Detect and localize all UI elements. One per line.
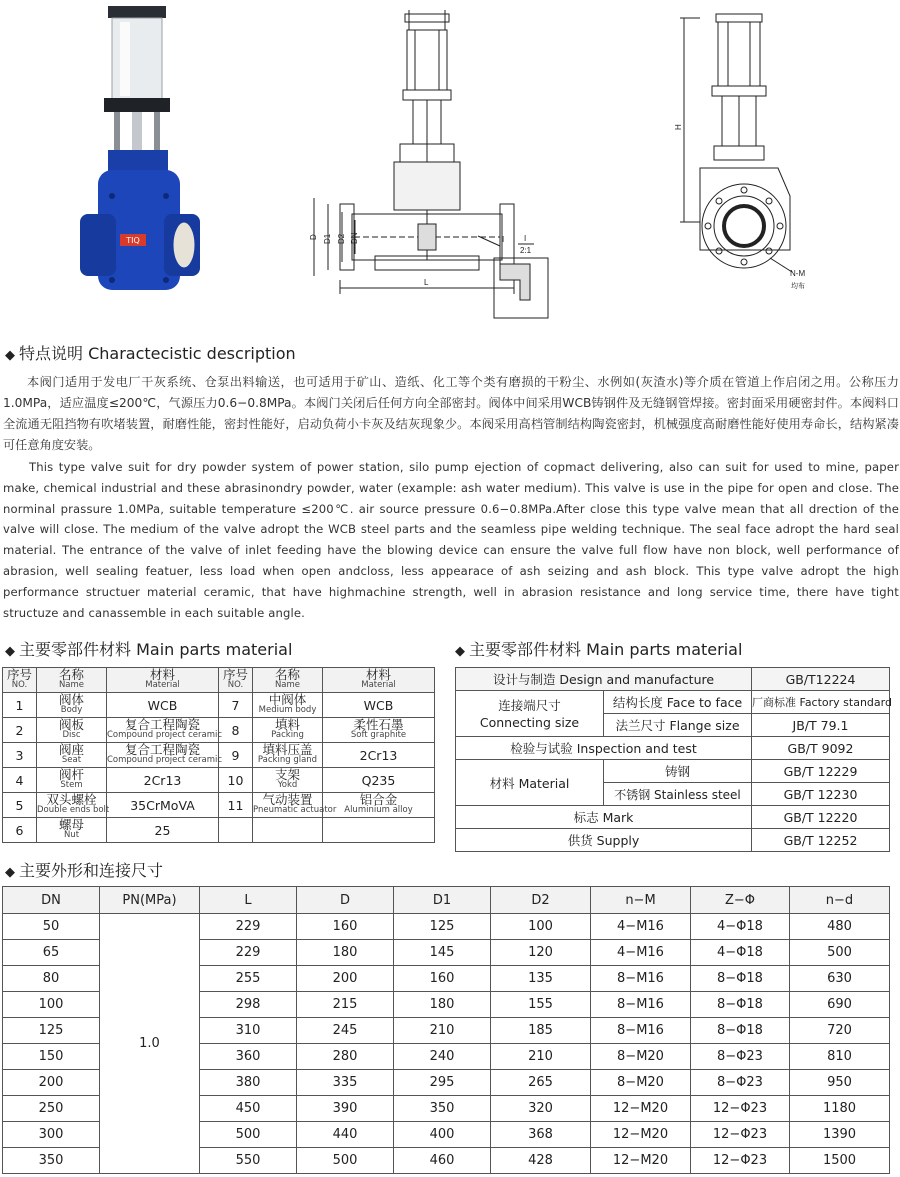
dims-cell: 8−Φ18 — [691, 992, 790, 1018]
dims-cell: 400 — [394, 1122, 491, 1148]
dims-cell: 180 — [297, 940, 394, 966]
parts-material-2 — [323, 818, 435, 843]
parts-no: 4 — [3, 768, 37, 793]
features-heading: ◆ 特点说明 Charactecistic description — [5, 344, 296, 363]
header-no: 序号 NO. — [3, 668, 37, 693]
dims-header-cell: n−d — [790, 887, 890, 914]
dims-cell: 8−Φ18 — [691, 1018, 790, 1044]
dims-cell: 1390 — [790, 1122, 890, 1148]
dims-cell: 210 — [491, 1044, 591, 1070]
dims-cell: 8−M20 — [591, 1044, 691, 1070]
dims-cell: 12−Φ23 — [691, 1148, 790, 1174]
dims-cell: 210 — [394, 1018, 491, 1044]
dims-cell: 8−Φ23 — [691, 1070, 790, 1096]
parts-material: 复合工程陶瓷 Compound project ceramic — [107, 718, 219, 743]
parts-material: 35CrMoVA — [107, 793, 219, 818]
dims-cell: 720 — [790, 1018, 890, 1044]
parts-no: 6 — [3, 818, 37, 843]
dims-cell: 145 — [394, 940, 491, 966]
inspection-label: 检验与试验 Inspection and test — [456, 737, 752, 760]
dims-cell: 810 — [790, 1044, 890, 1070]
parts-no: 1 — [3, 693, 37, 718]
dims-cell: 125 — [394, 914, 491, 940]
dims-cell: 500 — [200, 1122, 297, 1148]
dims-cell: 100 — [491, 914, 591, 940]
diamond-bullet-icon: ◆ — [455, 644, 465, 659]
parts-material-2: 2Cr13 — [323, 743, 435, 768]
dims-cell: 4−Φ18 — [691, 940, 790, 966]
label-uniform: 均布 — [791, 283, 805, 290]
section-drawing — [314, 10, 548, 318]
std-row-face — [456, 691, 890, 714]
std-row-design — [456, 668, 890, 691]
dims-header-cell: D — [297, 887, 394, 914]
label-scale-num: I — [524, 234, 527, 243]
dims-cell: 368 — [491, 1122, 591, 1148]
stainless-value: GB/T 12230 — [752, 783, 890, 806]
label-H: H — [674, 124, 683, 130]
parts-row — [3, 768, 435, 793]
dims-cell: 265 — [491, 1070, 591, 1096]
dims-cell: 8−Φ23 — [691, 1044, 790, 1070]
dims-cell: 229 — [200, 914, 297, 940]
label-L: L — [424, 278, 429, 287]
parts-no-2: 11 — [219, 793, 253, 818]
dims-cell: 240 — [394, 1044, 491, 1070]
dims-row — [3, 914, 890, 940]
dims-cell: 550 — [200, 1148, 297, 1174]
dims-dn-cell: 150 — [3, 1044, 100, 1070]
parts-no-2 — [219, 818, 253, 843]
dims-header-cell: n−M — [591, 887, 691, 914]
dims-cell: 160 — [394, 966, 491, 992]
dims-cell: 950 — [790, 1070, 890, 1096]
dims-cell: 500 — [297, 1148, 394, 1174]
dims-cell: 460 — [394, 1148, 491, 1174]
flange-label: 法兰尺寸 Flange size — [604, 714, 752, 737]
features-paragraph-en: This type valve suit for dry powder system of power station, silo pump ejection of copmact delivering, also can suit for used to mine, paper make, chemical industrial and these abrasinondry powder, water (example: ash water medium). This valve is use in the pipe for open and close. The norminal prassure 1.0MPa, suitable temperature ≤200℃. air source pressure 0.6−0.8MPa.After close this type valve mean that all drection of the valve will close. The medium of the valve adropt the WCB steel parts and the seamless pipe welding technique. The seal face adropt the hard seal material. The entrance of the valve of inlet feeding have the blowing device can ensure the valve full flow have non block, well performance of abrasion, well sealing featuer, less load when open andcloss, less appearace of ash seizing and ash block. This type valve adropt the high performance structuer material ceramic, that have highmachine strength, well in abrasion resistance and long service time, there have tight structuze and canassemble in each suitable angle. — [3, 460, 899, 620]
design-label: 设计与制造 Design and manufacture — [456, 668, 752, 691]
parts-name-2: 支架 Yokd — [253, 768, 323, 793]
parts-name: 阀体 Body — [37, 693, 107, 718]
parts-name: 螺母 Nut — [37, 818, 107, 843]
supply-label: 供货 Supply — [456, 829, 752, 852]
dims-cell: 295 — [394, 1070, 491, 1096]
connecting-size-label: 连接端尺寸 Connecting size — [456, 691, 604, 737]
std-row-cast — [456, 760, 890, 783]
design-value: GB/T12224 — [752, 668, 890, 691]
dims-cell: 12−Φ23 — [691, 1096, 790, 1122]
features-paragraph-zh: 本阀门适用于发电厂干灰系统、仓泵出料输送，也可适用于矿山、造纸、化工等个类有磨损的干粉尘、水例如(灰渣水)等介质在管道上作启闭之用。公称压力1.0MPa，适应温度≤200℃，气源压力0.6−0.8MPa。本阀门关闭后任何方向全部密封。阀体中间采用WCB铸钢件及无缝钢管焊接。密封面采用硬密封件。本阀料口全流通无阻挡物有吹堵装置，耐磨性能，密封性能好，启动负荷小卡灰及结灰现象少。本阀采用高档管制结构陶瓷密封，机械强度高耐磨性能好使用寿命长，结构紧凑可任意角度安装。 — [3, 375, 899, 452]
product-drawings — [0, 0, 900, 330]
dims-cell: 8−Φ18 — [691, 966, 790, 992]
parts-material-2: 铝合金 Aluminium alloy — [323, 793, 435, 818]
dims-cell: 428 — [491, 1148, 591, 1174]
dims-cell: 215 — [297, 992, 394, 1018]
standards-heading: ◆ 主要零部件材料 Main parts material — [455, 640, 743, 659]
dims-cell: 335 — [297, 1070, 394, 1096]
label-DN: DN — [350, 232, 359, 244]
dims-cell: 390 — [297, 1096, 394, 1122]
dims-cell: 185 — [491, 1018, 591, 1044]
valve-photo — [80, 6, 200, 290]
dims-cell: 310 — [200, 1018, 297, 1044]
dims-cell: 12−M20 — [591, 1148, 691, 1174]
header-material-2: 材料 Material — [323, 668, 435, 693]
dims-cell: 8−M20 — [591, 1070, 691, 1096]
dims-cell: 450 — [200, 1096, 297, 1122]
diamond-bullet-icon: ◆ — [5, 348, 15, 363]
standards-table — [455, 667, 890, 852]
parts-name: 双头螺栓 Double ends bolt — [37, 793, 107, 818]
face-label: 结构长度 Face to face — [604, 691, 752, 714]
dims-cell: 440 — [297, 1122, 394, 1148]
header-name-2: 名称 Name — [253, 668, 323, 693]
parts-header-row — [3, 668, 435, 693]
dims-cell: 255 — [200, 966, 297, 992]
parts-table — [2, 667, 435, 843]
diamond-bullet-icon: ◆ — [5, 644, 15, 659]
parts-no-2: 7 — [219, 693, 253, 718]
dims-cell: 8−M16 — [591, 966, 691, 992]
dims-header-cell: D1 — [394, 887, 491, 914]
parts-no: 5 — [3, 793, 37, 818]
parts-name-2 — [253, 818, 323, 843]
label-D1: D1 — [323, 233, 332, 244]
std-row-inspection — [456, 737, 890, 760]
dims-cell: 8−M16 — [591, 1018, 691, 1044]
parts-material: WCB — [107, 693, 219, 718]
parts-row — [3, 743, 435, 768]
dims-cell: 350 — [394, 1096, 491, 1122]
dims-cell: 298 — [200, 992, 297, 1018]
parts-material: 25 — [107, 818, 219, 843]
dims-cell: 135 — [491, 966, 591, 992]
parts-no: 3 — [3, 743, 37, 768]
dims-dn-cell: 250 — [3, 1096, 100, 1122]
parts-name-2: 中阀体 Medium body — [253, 693, 323, 718]
dims-cell: 8−M16 — [591, 992, 691, 1018]
header-no-2: 序号 NO. — [219, 668, 253, 693]
dims-cell: 280 — [297, 1044, 394, 1070]
material-label: 材料 Material — [456, 760, 604, 806]
dimensions-header-row — [3, 887, 890, 914]
parts-row — [3, 818, 435, 843]
dims-cell: 245 — [297, 1018, 394, 1044]
parts-heading: ◆ 主要零部件材料 Main parts material — [5, 640, 293, 659]
parts-no: 2 — [3, 718, 37, 743]
dims-dn-cell: 100 — [3, 992, 100, 1018]
parts-row — [3, 693, 435, 718]
parts-name: 阀杆 Stem — [37, 768, 107, 793]
dims-cell: 160 — [297, 914, 394, 940]
dims-cell: 4−M16 — [591, 940, 691, 966]
parts-no-2: 8 — [219, 718, 253, 743]
dims-cell: 12−M20 — [591, 1122, 691, 1148]
dims-header-cell: L — [200, 887, 297, 914]
dims-cell: 120 — [491, 940, 591, 966]
mark-label: 标志 Mark — [456, 806, 752, 829]
label-callout: I — [502, 235, 505, 244]
dims-cell: 1500 — [790, 1148, 890, 1174]
dims-cell: 630 — [790, 966, 890, 992]
dims-cell: 320 — [491, 1096, 591, 1122]
face-value: 厂商标准 Factory standard — [752, 691, 890, 714]
parts-material-2: Q235 — [323, 768, 435, 793]
parts-name-2: 填料 Packing — [253, 718, 323, 743]
dims-dn-cell: 200 — [3, 1070, 100, 1096]
dims-header-cell: PN(MPa) — [100, 887, 200, 914]
dims-cell: 12−M20 — [591, 1096, 691, 1122]
dims-dn-cell: 300 — [3, 1122, 100, 1148]
valve-badge: TIQ — [126, 236, 140, 245]
dims-header-cell: DN — [3, 887, 100, 914]
inspection-value: GB/T 9092 — [752, 737, 890, 760]
dims-header-cell: D2 — [491, 887, 591, 914]
stainless-label: 不锈钢 Stainless steel — [604, 783, 752, 806]
dims-cell: 155 — [491, 992, 591, 1018]
parts-row — [3, 793, 435, 818]
label-scale-den: 2:1 — [520, 246, 532, 255]
parts-name: 阀座 Seat — [37, 743, 107, 768]
dims-dn-cell: 80 — [3, 966, 100, 992]
side-view-drawing — [680, 14, 792, 272]
parts-material: 复合工程陶瓷 Compound project ceramic — [107, 743, 219, 768]
dims-cell: 12−Φ23 — [691, 1122, 790, 1148]
dims-cell: 4−M16 — [591, 914, 691, 940]
cast-value: GB/T 12229 — [752, 760, 890, 783]
parts-name-2: 气动装置 Pneumatic actuator — [253, 793, 323, 818]
parts-no-2: 9 — [219, 743, 253, 768]
parts-name-2: 填料压盖 Packing gland — [253, 743, 323, 768]
dims-dn-cell: 350 — [3, 1148, 100, 1174]
parts-material-2: 柔性石墨 Soft graphite — [323, 718, 435, 743]
dims-header-cell: Z−Φ — [691, 887, 790, 914]
dims-cell: 180 — [394, 992, 491, 1018]
dims-cell: 690 — [790, 992, 890, 1018]
parts-material-2: WCB — [323, 693, 435, 718]
label-D2: D2 — [337, 233, 346, 244]
parts-material: 2Cr13 — [107, 768, 219, 793]
flange-value: JB/T 79.1 — [752, 714, 890, 737]
dims-cell: 500 — [790, 940, 890, 966]
supply-value: GB/T 12252 — [752, 829, 890, 852]
dimensions-table — [2, 886, 890, 1174]
header-name: 名称 Name — [37, 668, 107, 693]
label-D: D — [309, 234, 318, 240]
dims-cell: 480 — [790, 914, 890, 940]
label-nm: N-M — [790, 269, 806, 278]
dimensions-heading: ◆ 主要外形和连接尺寸 — [5, 861, 164, 880]
header-material: 材料 Material — [107, 668, 219, 693]
dims-cell: 4−Φ18 — [691, 914, 790, 940]
dims-dn-cell: 125 — [3, 1018, 100, 1044]
dims-cell: 380 — [200, 1070, 297, 1096]
dims-dn-cell: 65 — [3, 940, 100, 966]
mark-value: GB/T 12220 — [752, 806, 890, 829]
std-row-mark — [456, 806, 890, 829]
dims-cell: 360 — [200, 1044, 297, 1070]
diamond-bullet-icon: ◆ — [5, 865, 15, 880]
dims-cell: 200 — [297, 966, 394, 992]
dims-dn-cell: 50 — [3, 914, 100, 940]
parts-row — [3, 718, 435, 743]
parts-no-2: 10 — [219, 768, 253, 793]
cast-label: 铸钢 — [604, 760, 752, 783]
dims-cell: 229 — [200, 940, 297, 966]
std-row-supply — [456, 829, 890, 852]
dims-cell: 1180 — [790, 1096, 890, 1122]
dims-pn-cell: 1.0 — [100, 914, 200, 1174]
parts-name: 阀板 Disc — [37, 718, 107, 743]
